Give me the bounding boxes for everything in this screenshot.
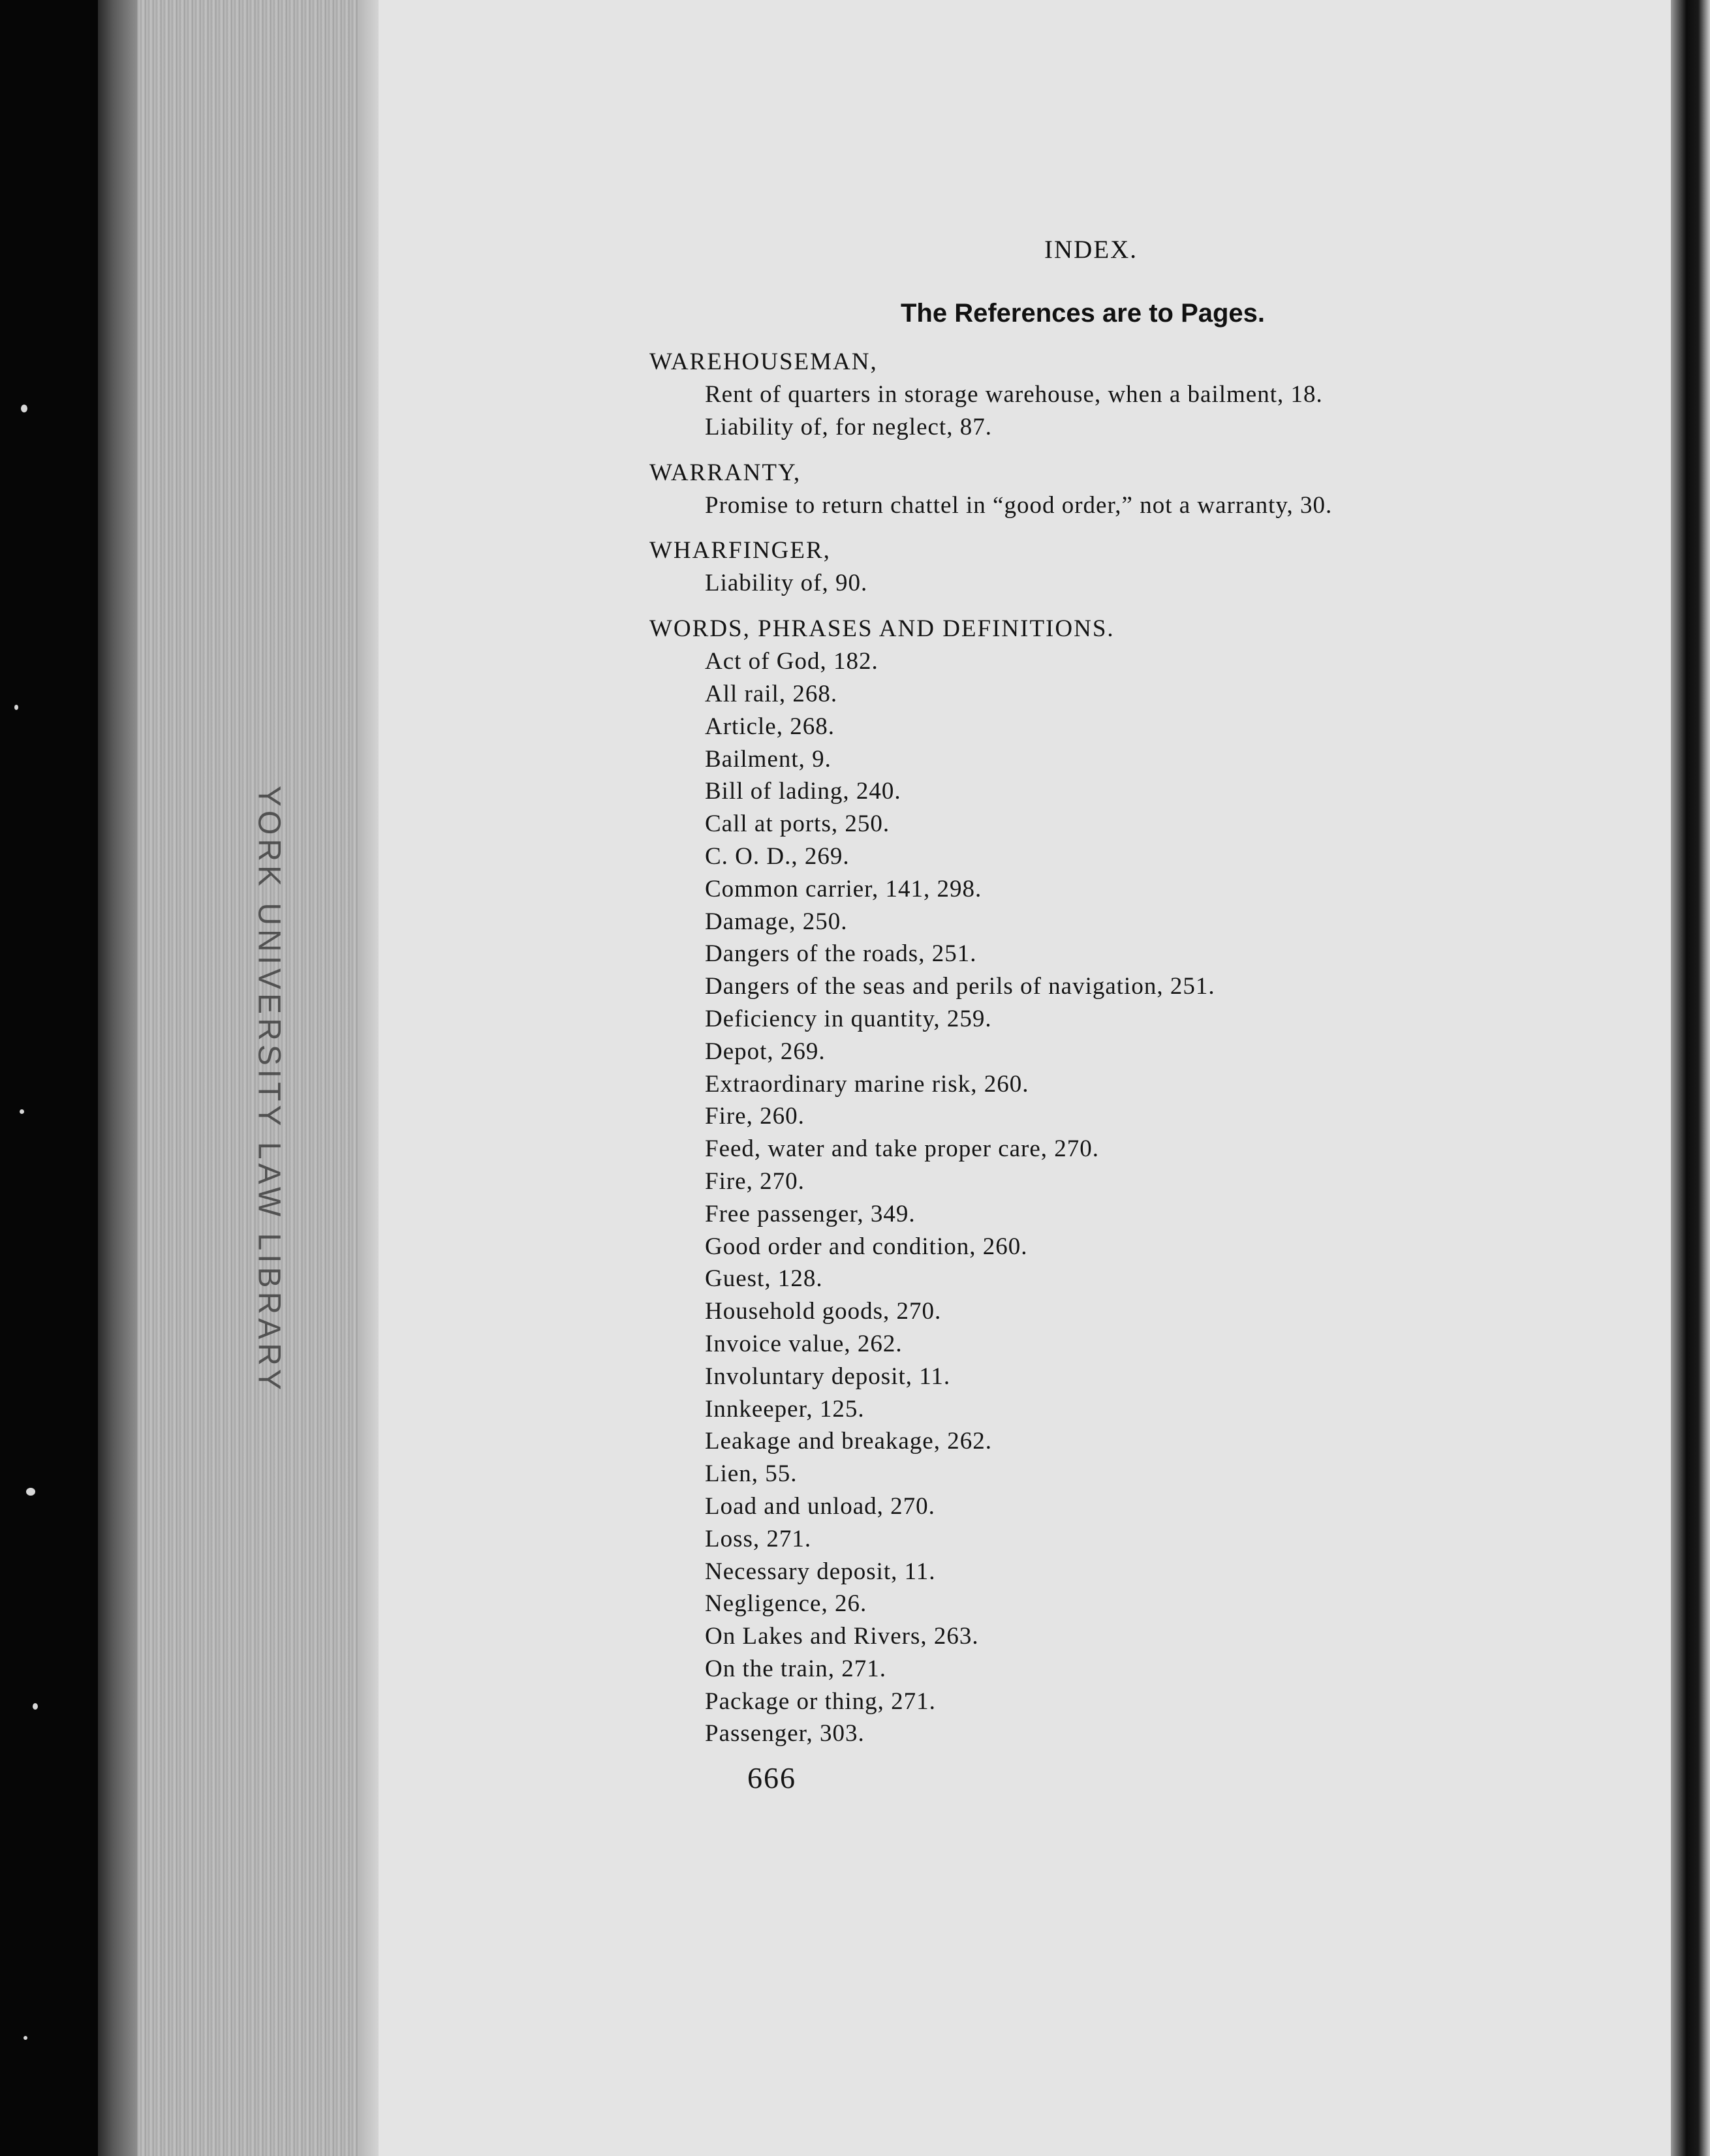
index-subentry: Extraordinary marine risk, 260. xyxy=(705,1070,1029,1098)
index-subentry: Leakage and breakage, 262. xyxy=(705,1428,992,1455)
index-subentry: Promise to return chattel in “good order,” not a warranty, 30. xyxy=(705,491,1333,519)
entry-spacer xyxy=(649,521,1668,534)
index-entry xyxy=(649,346,1668,444)
index-subentry: Invoice value, 262. xyxy=(705,1330,903,1357)
index-entry xyxy=(649,534,1668,600)
dust-speck xyxy=(26,1488,35,1496)
index-subentry: Dangers of the seas and perils of navigation, 251. xyxy=(705,973,1215,1000)
index-subentry: All rail, 268. xyxy=(705,680,838,707)
index-subentry: C. O. D., 269. xyxy=(705,842,850,870)
index-subentry: Package or thing, 271. xyxy=(705,1687,936,1715)
index-subentry: Dangers of the roads, 251. xyxy=(705,940,977,968)
dust-speck xyxy=(21,405,27,412)
index-subentry: Necessary deposit, 11. xyxy=(705,1558,936,1585)
index-entry-heading: WARRANTY, xyxy=(649,459,801,486)
index-subentry: Article, 268. xyxy=(705,713,835,740)
index-subentry: Household goods, 270. xyxy=(705,1298,942,1325)
index-list xyxy=(649,346,1668,1750)
index-subentry: Involuntary deposit, 11. xyxy=(705,1363,951,1390)
dust-speck xyxy=(20,1109,24,1114)
index-subentry: Rent of quarters in storage warehouse, when a bailment, 18. xyxy=(705,381,1323,408)
index-subentry: On Lakes and Rivers, 263. xyxy=(705,1623,979,1650)
index-entry-heading: WAREHOUSEMAN, xyxy=(649,348,878,375)
page-number: 666 xyxy=(747,1761,796,1794)
index-subentry: On the train, 271. xyxy=(705,1655,886,1682)
index-subentry: Lien, 55. xyxy=(705,1460,798,1488)
index-subentry: Liability of, for neglect, 87. xyxy=(705,413,992,440)
index-subentry: Negligence, 26. xyxy=(705,1590,867,1618)
index-entry-heading: WORDS, PHRASES AND DEFINITIONS. xyxy=(649,615,1115,643)
index-subentry: Feed, water and take proper care, 270. xyxy=(705,1135,1100,1163)
index-entry xyxy=(649,613,1668,1750)
index-subentry: Innkeeper, 125. xyxy=(705,1395,865,1423)
index-subentry: Act of God, 182. xyxy=(705,648,878,675)
index-subentry: Bill of lading, 240. xyxy=(705,778,901,805)
index-subentry: Liability of, 90. xyxy=(705,570,868,597)
library-stamp-text: YORK UNIVERSITY LAW LIBRARY xyxy=(251,786,287,1394)
index-entry-heading: WHARFINGER, xyxy=(649,537,831,564)
index-subentry: Fire, 260. xyxy=(705,1103,805,1130)
index-subentry: Free passenger, 349. xyxy=(705,1200,916,1227)
page-subtitle: The References are to Pages. xyxy=(901,299,1266,328)
index-subentry: Passenger, 303. xyxy=(705,1720,865,1748)
dust-speck xyxy=(23,2036,27,2040)
index-subentry: Fire, 270. xyxy=(705,1167,805,1195)
dust-speck xyxy=(33,1703,38,1710)
right-page-edge xyxy=(1671,0,1710,2156)
index-subentry: Call at ports, 250. xyxy=(705,810,890,838)
index-subentry: Load and unload, 270. xyxy=(705,1492,935,1520)
library-stamp xyxy=(251,744,287,1436)
entry-spacer xyxy=(649,600,1668,613)
index-subentry: Loss, 271. xyxy=(705,1525,812,1552)
index-subentry: Damage, 250. xyxy=(705,908,848,935)
index-subentry: Depot, 269. xyxy=(705,1038,826,1065)
entry-spacer xyxy=(649,444,1668,457)
index-subentry: Common carrier, 141, 298. xyxy=(705,875,982,902)
index-subentry: Guest, 128. xyxy=(705,1265,823,1293)
dust-speck xyxy=(14,705,18,710)
index-subentry: Deficiency in quantity, 259. xyxy=(705,1005,992,1032)
page-title: INDEX. xyxy=(1044,236,1138,264)
book-page-edges xyxy=(98,0,379,2156)
index-entry xyxy=(649,457,1668,522)
index-subentry: Good order and condition, 260. xyxy=(705,1233,1028,1260)
index-subentry: Bailment, 9. xyxy=(705,745,832,773)
